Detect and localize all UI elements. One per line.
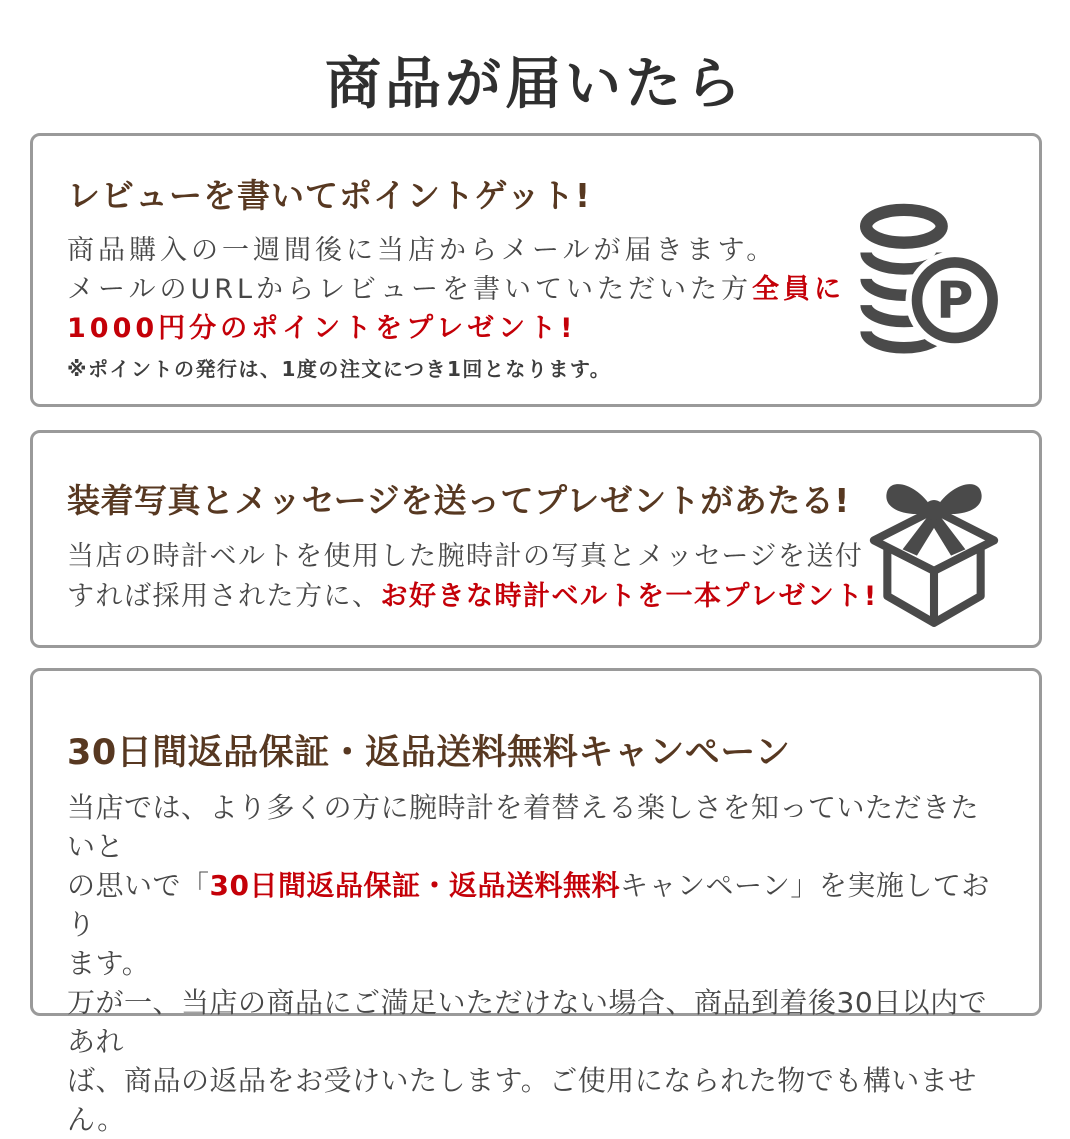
point-letter: P [936,272,974,332]
return-body-line-2 [67,866,1007,944]
review-line2-red: 全員に [752,274,846,305]
photo-body-line-1: 当店の時計ベルトを使用した腕時計の写真とメッセージを送付 [67,541,864,572]
return-line2-gray1: の思いで「 [67,869,210,902]
return-card-heading: 30日間返品保証・返品送料無料キャンペーン [67,733,791,773]
review-card-heading: レビューを書いてポイントゲット! [67,176,592,215]
review-body-line-1: 商品購入の一週間後に当店からメールが届きます。 [67,235,778,266]
page-title: 商品が届いたら [325,52,745,117]
review-body-line-3: 1000円分のポイントをプレゼント! [67,313,577,344]
return-campaign-card [30,668,1042,1136]
photo-card-heading: 装着写真とメッセージを送ってプレゼントがあたる! [67,481,850,520]
return-body-line-1: 当店では、より多くの方に腕時計を着替える楽しさを知っていただきたいと [67,791,980,863]
return-body-line-3: ます。 [67,947,151,980]
photo-line2-red: お好きな時計ベルトを一本プレゼント! [380,581,878,612]
photo-line2-gray: すれば採用された方に、 [67,581,381,612]
gift-box-icon [857,465,1011,631]
point-coins-icon [857,200,1005,356]
photo-present-card [30,430,1042,648]
review-points-card [30,133,1042,407]
return-line2-gray2: キャンペーン」を実施しており [67,869,990,941]
return-body-line-5: ば、商品の返品をお受けいたします。ご使用になられた物でも構いません。 [67,1064,977,1136]
review-line2-gray: メールのURLからレビューを書いていただいた方 [67,274,753,305]
return-line2-red: 30日間返品保証・返品送料無料 [209,869,620,902]
review-note: ※ポイントの発行は、1度の注文につき1回となります。 [67,357,612,381]
return-body-line-4: 万が一、当店の商品にご満足いただけない場合、商品到着後30日以内であれ [67,986,988,1058]
